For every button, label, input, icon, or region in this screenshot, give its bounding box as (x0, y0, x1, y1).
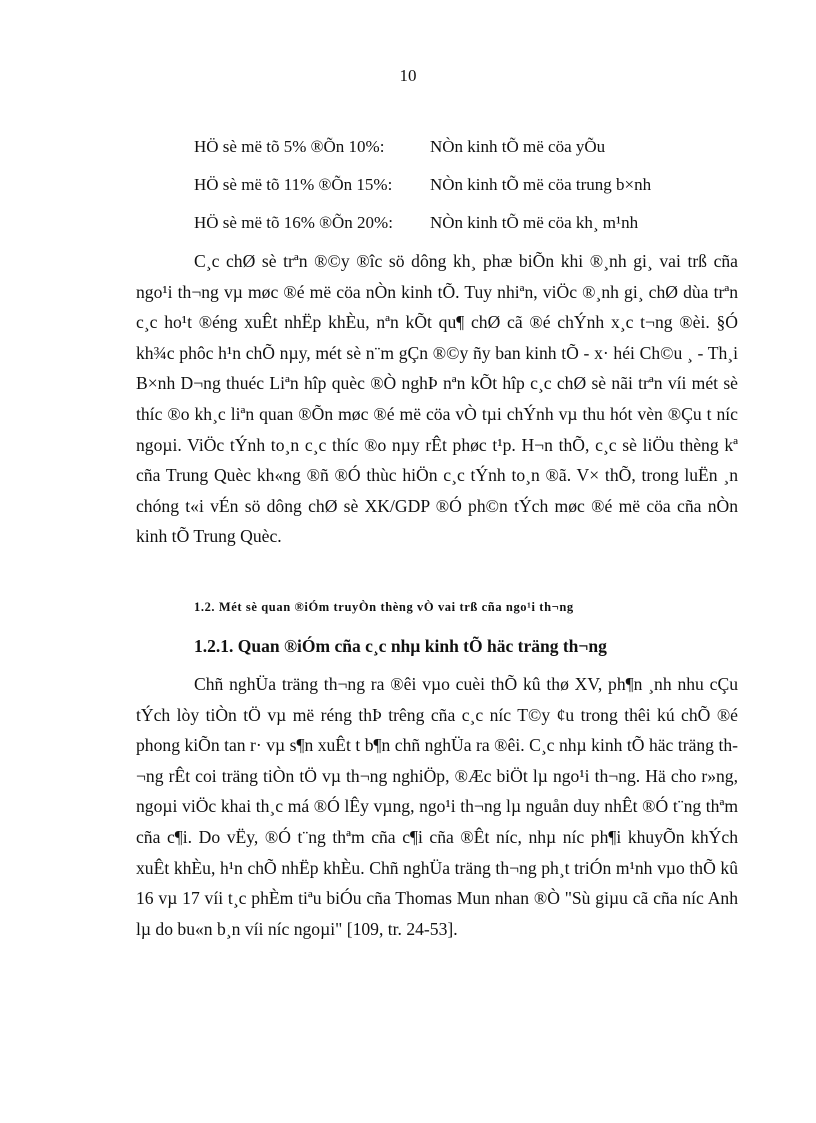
scale-label: NÒn kinh tÕ më cöa kh¸ m¹nh (430, 213, 639, 232)
scale-range: HÖ sè më tõ 16% ®Õn 20%: (194, 213, 393, 232)
page-number: 10 (399, 66, 417, 85)
scale-label: NÒn kinh tÕ më cöa yÕu (430, 137, 606, 156)
scale-label: NÒn kinh tÕ më cöa trung b×nh (430, 175, 652, 194)
scale-range: HÖ sè më tõ 5% ®Õn 10%: (194, 137, 385, 156)
scale-range: HÖ sè më tõ 11% ®Õn 15%: (194, 175, 393, 194)
scale-row (194, 137, 605, 157)
scale-row (194, 175, 651, 195)
body-paragraph: C¸c chØ sè trªn ®©y ®îc sö dông kh¸ phæ biÕn khi ®¸nh gi¸ vai trß cña ngo¹i th¬ng vµ møc ®é më cöa nÒn kinh tÕ. Tuy nhiªn, viÖc ®¸nh gi¸ chØ dùa trªn c¸c ho¹t ®éng xuÊt nhËp khÈu, nªn kÕt qu¶ chØ cã ®é chÝnh x¸c t¬ng ®èi. §Ó kh¾c phôc h¹n chÕ nµy, mét sè n¨m gÇn ®©y ñy ban kinh tÕ - x· héi Ch©u ¸ - Th¸i B×nh D¬ng thuéc Liªn hîp quèc ®Ò nghÞ nªn kÕt hîp c¸c chØ sè nãi trªn víi mét sè thíc ®o kh¸c liªn quan ®Õn møc ®é më cöa vÒ tµi chÝnh vµ thu hót vèn ®Çu t níc ngoµi. ViÖc tÝnh to¸n c¸c thíc ®o nµy rÊt phøc t¹p. H¬n thÕ, c¸c sè liÖu thèng kª cña Trung Quèc kh«ng ®ñ ®Ó thùc hiÖn c¸c tÝnh to¸n ®ã. V× thÕ, trong luËn ¸n chóng t«i vÉn sö dông chØ sè XK/GDP ®Ó ph©n tÝch møc ®é më cöa cña nÒn kinh tÕ Trung Quèc. (136, 251, 738, 547)
body-paragraph: Chñ nghÜa träng th¬ng ra ®êi vµo cuèi thÕ kû thø XV, ph¶n ¸nh nhu cÇu tÝch lòy tiÒn tÖ vµ më réng thÞ trêng cña c¸c níc T©y ¢u trong thêi kú chÕ ®é phong kiÕn tan r· vµ s¶n xuÊt t b¶n chñ nghÜa ra ®êi. C¸c nhµ kinh tÕ häc träng th¬ng rÊt coi träng tiÒn tÖ vµ th¬ng nghiÖp, ®Æc biÖt lµ ngo¹i th¬ng. Hä cho r»ng, ngoµi viÖc khai th¸c má ®Ó lÊy vµng, ngo¹i th¬ng lµ nguån duy nhÊt ®Ó t¨ng thªm cña c¶i. Do vËy, ®Ó t¨ng thªm cña c¶i cña ®Êt níc, nhµ níc ph¶i khuyÕn khÝch xuÊt khÈu, h¹n chÕ nhËp khÈu. Chñ nghÜa träng th¬ng ph¸t triÓn m¹nh vµo thÕ kû 16 vµ 17 víi t¸c phÈm tiªu biÓu cña Thomas Mun nhan ®Ò "Sù giµu cã cña níc Anh lµ do bu«n b¸n víi níc ngoµi" [109, tr. 24-53]. (136, 674, 738, 939)
scale-row (194, 213, 638, 233)
subsection-heading: 1.2.1. Quan ®iÓm cña c¸c nhµ kinh tÕ häc träng th¬ng (194, 636, 607, 656)
section-heading: 1.2. Mét sè quan ®iÓm truyÒn thèng vÒ vai trß cña ngo¹i th¬ng (194, 600, 574, 614)
